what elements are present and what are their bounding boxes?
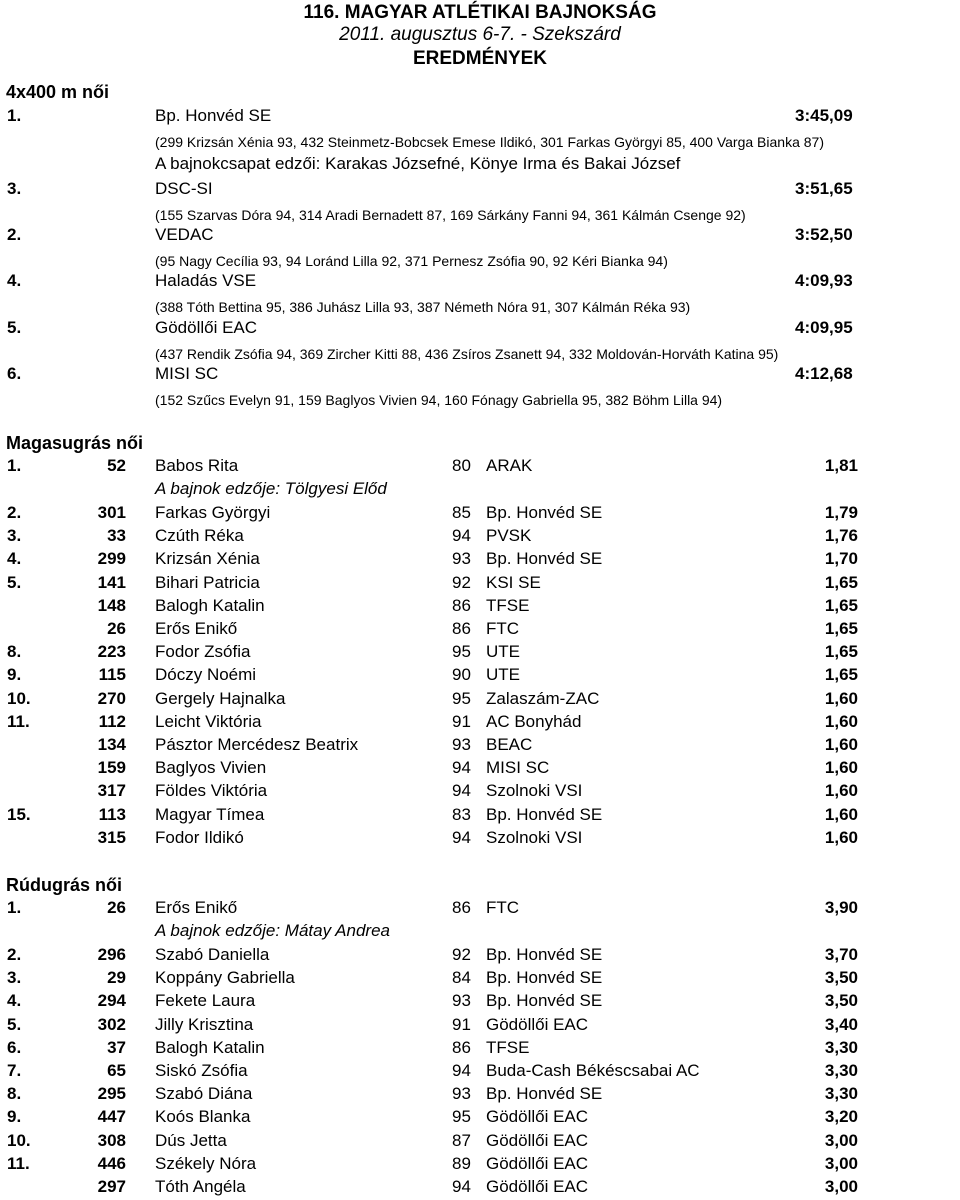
athlete-name: Dóczy Noémi — [155, 665, 257, 685]
club-name: Buda-Cash Békéscsabai AC — [486, 1061, 700, 1080]
club-name: Szolnoki VSI — [486, 827, 583, 847]
result-mark: 3,90 — [824, 898, 858, 917]
result-row — [0, 619, 960, 642]
rank: 11. — [7, 711, 30, 731]
birth-year: 95 — [452, 688, 471, 708]
relay-result-row — [0, 225, 960, 248]
result-row — [0, 1061, 960, 1084]
bib-number: 317 — [97, 781, 126, 801]
rank: 9. — [7, 1107, 22, 1127]
club-name: AC Bonyhád — [486, 711, 582, 731]
rank: 6. — [7, 1037, 22, 1057]
team-name: DSC-SI — [155, 179, 213, 198]
result-row — [0, 642, 960, 665]
club-name: Gödöllői EAC — [486, 1153, 589, 1173]
athlete-name: Siskó Zsófia — [155, 1061, 248, 1080]
bib-number: 159 — [97, 758, 126, 778]
athlete-name: Fodor Zsófia — [155, 642, 251, 662]
relay-result-row — [0, 364, 960, 387]
bib-number: 65 — [107, 1061, 126, 1080]
club-name: Bp. Honvéd SE — [486, 991, 603, 1011]
club-name: Gödöllői EAC — [486, 1130, 589, 1150]
bib-number: 315 — [97, 827, 126, 847]
result-mark: 1,60 — [824, 758, 858, 778]
result-mark: 3,00 — [824, 1130, 858, 1150]
rank: 4. — [7, 271, 22, 290]
result-row — [0, 689, 960, 712]
bib-number: 134 — [97, 735, 126, 754]
result-mark: 1,60 — [824, 688, 858, 708]
rank: 9. — [7, 665, 22, 685]
result-row — [0, 828, 960, 851]
athlete-name: Szabó Daniella — [155, 945, 270, 964]
rank: 4. — [7, 549, 22, 569]
result-row — [0, 991, 960, 1014]
birth-year: 94 — [452, 781, 471, 801]
birth-year: 86 — [452, 898, 471, 917]
bib-number: 141 — [97, 572, 126, 592]
athlete-name: Földes Viktória — [155, 781, 268, 801]
athlete-name: Farkas Györgyi — [155, 503, 271, 522]
result-row — [0, 781, 960, 804]
team-name: VEDAC — [155, 225, 214, 244]
athlete-name: Dús Jetta — [155, 1130, 227, 1150]
result-row — [0, 1107, 960, 1130]
athlete-name: Krizsán Xénia — [155, 549, 260, 569]
club-name: Gödöllői EAC — [486, 1177, 589, 1196]
result-row — [0, 758, 960, 781]
club-name: UTE — [486, 665, 520, 685]
bib-number: 294 — [97, 991, 126, 1011]
rank: 3. — [7, 179, 22, 198]
rank: 2. — [7, 945, 22, 964]
club-name: KSI SE — [486, 572, 541, 592]
bib-number: 29 — [107, 968, 126, 988]
athlete-name: Erős Enikő — [155, 898, 238, 917]
result-row — [0, 735, 960, 758]
bib-number: 301 — [97, 503, 126, 522]
relay-members: (95 Nagy Cecília 93, 94 Loránd Lilla 92, 371 Pernesz Zsófia 90, 92 Kéri Bianka 94) — [155, 253, 668, 269]
club-name: Bp. Honvéd SE — [486, 503, 603, 522]
birth-year: 93 — [452, 1084, 471, 1104]
birth-year: 94 — [452, 1177, 471, 1196]
rank: 8. — [7, 1084, 22, 1104]
result-mark: 3,30 — [824, 1037, 858, 1057]
result-mark: 1,70 — [824, 549, 858, 569]
bib-number: 302 — [97, 1014, 126, 1034]
athlete-name: Fekete Laura — [155, 991, 256, 1011]
club-name: Bp. Honvéd SE — [486, 968, 603, 988]
result-row — [0, 596, 960, 619]
club-name: Bp. Honvéd SE — [486, 804, 603, 824]
club-name: UTE — [486, 642, 520, 662]
birth-year: 93 — [452, 991, 471, 1011]
result-mark: 1,60 — [824, 711, 858, 731]
athlete-name: Tóth Angéla — [155, 1177, 246, 1196]
relay-members: (437 Rendik Zsófia 94, 369 Zircher Kitti 88, 436 Zsíros Zsanett 94, 332 Moldován-Horváth Katina 95) — [155, 346, 779, 362]
result-mark: 3,20 — [824, 1107, 858, 1127]
result-row — [0, 1084, 960, 1107]
birth-year: 94 — [452, 758, 471, 778]
club-name: MISI SC — [486, 758, 550, 778]
athlete-name: Koós Blanka — [155, 1107, 251, 1127]
athlete-name: Székely Nóra — [155, 1153, 257, 1173]
result-row — [0, 526, 960, 549]
highjump-coach: A bajnok edzője: Tölgyesi Előd — [155, 479, 387, 498]
birth-year: 87 — [452, 1130, 471, 1150]
result-row — [0, 968, 960, 991]
athlete-name: Fodor Ildikó — [155, 827, 244, 847]
rank: 15. — [7, 804, 31, 824]
relay-coaches: A bajnokcsapat edzői: Karakas Józsefné, Könye Irma és Bakai József — [155, 154, 681, 173]
athlete-name: Babos Rita — [155, 456, 239, 475]
bib-number: 26 — [107, 619, 126, 638]
club-name: TFSE — [486, 595, 530, 615]
bib-number: 112 — [98, 711, 126, 731]
rank: 5. — [7, 318, 22, 337]
bib-number: 297 — [97, 1177, 126, 1196]
birth-year: 84 — [452, 968, 471, 988]
rank: 6. — [7, 364, 22, 383]
club-name: Gödöllői EAC — [486, 1107, 589, 1127]
club-name: Zalaszám-ZAC — [486, 688, 600, 708]
result-row — [0, 456, 960, 479]
result-mark: 1,65 — [824, 572, 858, 592]
result-row — [0, 549, 960, 572]
club-name: Bp. Honvéd SE — [486, 945, 603, 964]
rank: 7. — [7, 1061, 22, 1080]
section-title-polevault: Rúdugrás női — [6, 875, 122, 895]
result-mark: 1,65 — [824, 665, 858, 685]
section-title-highjump: Magasugrás női — [6, 433, 144, 453]
result-mark: 1,81 — [824, 456, 858, 475]
result-row — [0, 712, 960, 735]
club-name: TFSE — [486, 1037, 530, 1057]
birth-year: 94 — [452, 1061, 471, 1080]
athlete-name: Balogh Katalin — [155, 1037, 265, 1057]
relay-members: (388 Tóth Bettina 95, 386 Juhász Lilla 93, 387 Németh Nóra 91, 307 Kálmán Réka 93) — [155, 299, 691, 315]
result-time: 3:52,50 — [795, 225, 853, 244]
team-name: MISI SC — [155, 364, 219, 383]
bib-number: 33 — [107, 526, 126, 546]
result-mark: 1,65 — [824, 642, 858, 662]
bib-number: 37 — [107, 1037, 126, 1057]
athlete-name: Pásztor Mercédesz Beatrix — [155, 735, 359, 754]
result-row — [0, 1015, 960, 1038]
birth-year: 89 — [452, 1153, 471, 1173]
birth-year: 85 — [452, 503, 471, 522]
event-date-location: 2011. augusztus 6-7. - Szekszárd — [339, 24, 621, 45]
birth-year: 90 — [452, 665, 471, 685]
birth-year: 80 — [452, 456, 471, 475]
athlete-name: Erős Enikő — [155, 619, 238, 638]
bib-number: 26 — [107, 898, 126, 917]
team-name: Haladás VSE — [155, 271, 257, 290]
athlete-name: Koppány Gabriella — [155, 968, 295, 988]
birth-year: 95 — [452, 1107, 471, 1127]
results-heading: EREDMÉNYEK — [412, 48, 548, 69]
birth-year: 91 — [452, 1014, 471, 1034]
result-row — [0, 503, 960, 526]
relay-members: (152 Szűcs Evelyn 91, 159 Baglyos Vivien 94, 160 Fónagy Gabriella 95, 382 Böhm Lilla 94) — [155, 392, 723, 408]
athlete-name: Magyar Tímea — [155, 804, 265, 824]
club-name: BEAC — [486, 735, 533, 754]
club-name: Szolnoki VSI — [486, 781, 583, 801]
athlete-name: Czúth Réka — [155, 526, 244, 546]
bib-number: 295 — [97, 1084, 126, 1104]
club-name: PVSK — [486, 526, 532, 546]
rank: 10. — [7, 1130, 31, 1150]
birth-year: 86 — [452, 595, 471, 615]
result-mark: 1,60 — [824, 827, 858, 847]
result-mark: 1,76 — [824, 526, 858, 546]
relay-result-row — [0, 179, 960, 202]
result-time: 4:09,93 — [795, 271, 853, 290]
rank: 3. — [7, 526, 22, 546]
birth-year: 95 — [452, 642, 471, 662]
club-name: Gödöllői EAC — [486, 1014, 589, 1034]
rank: 8. — [7, 642, 22, 662]
rank: 2. — [7, 503, 22, 522]
result-time: 3:45,09 — [795, 106, 853, 125]
birth-year: 92 — [452, 572, 471, 592]
relay-result-row — [0, 271, 960, 294]
athlete-name: Leicht Viktória — [155, 711, 262, 731]
club-name: ARAK — [486, 456, 533, 475]
result-mark: 1,60 — [824, 735, 858, 754]
result-mark: 1,65 — [824, 619, 858, 638]
athlete-name: Szabó Diána — [155, 1084, 253, 1104]
rank: 1. — [7, 106, 22, 125]
result-time: 4:12,68 — [795, 364, 853, 383]
relay-members: (155 Szarvas Dóra 94, 314 Aradi Bernadett 87, 169 Sárkány Fanni 94, 361 Kálmán Csenge 92) — [155, 207, 746, 223]
page-title: 116. MAGYAR ATLÉTIKAI BAJNOKSÁG — [303, 2, 657, 23]
club-name: Bp. Honvéd SE — [486, 549, 603, 569]
athlete-name: Jilly Krisztina — [155, 1014, 254, 1034]
club-name: Bp. Honvéd SE — [486, 1084, 603, 1104]
bib-number: 148 — [97, 595, 126, 615]
club-name: FTC — [486, 898, 520, 917]
rank: 5. — [7, 572, 22, 592]
bib-number: 447 — [97, 1107, 126, 1127]
result-mark: 3,70 — [824, 945, 858, 964]
birth-year: 94 — [452, 827, 471, 847]
result-row — [0, 1177, 960, 1200]
result-row — [0, 665, 960, 688]
birth-year: 86 — [452, 619, 471, 638]
relay-result-row — [0, 318, 960, 341]
section-title-relay: 4x400 m női — [6, 82, 110, 102]
rank: 1. — [7, 456, 22, 475]
result-mark: 1,79 — [824, 503, 858, 522]
result-row — [0, 1154, 960, 1177]
rank: 10. — [7, 688, 31, 708]
relay-members: (299 Krizsán Xénia 93, 432 Steinmetz-Bobcsek Emese Ildikó, 301 Farkas Györgyi 85, 400 Varga Bianka 87) — [155, 134, 824, 150]
bib-number: 299 — [97, 549, 126, 569]
bib-number: 115 — [98, 665, 126, 685]
relay-result-row — [0, 106, 960, 129]
bib-number: 296 — [97, 945, 126, 964]
result-mark: 3,00 — [824, 1177, 858, 1196]
athlete-name: Balogh Katalin — [155, 595, 265, 615]
rank: 2. — [7, 225, 22, 244]
team-name: Gödöllői EAC — [155, 318, 258, 337]
result-time: 3:51,65 — [795, 179, 853, 198]
rank: 5. — [7, 1014, 22, 1034]
result-row — [0, 573, 960, 596]
birth-year: 86 — [452, 1037, 471, 1057]
result-mark: 3,30 — [824, 1061, 858, 1080]
rank: 11. — [7, 1153, 30, 1173]
team-name: Bp. Honvéd SE — [155, 106, 272, 125]
result-row — [0, 945, 960, 968]
athlete-name: Bihari Patricia — [155, 572, 260, 592]
result-mark: 1,60 — [824, 804, 858, 824]
result-row — [0, 1131, 960, 1154]
birth-year: 93 — [452, 549, 471, 569]
result-mark: 3,50 — [824, 968, 858, 988]
athlete-name: Baglyos Vivien — [155, 758, 267, 778]
result-row — [0, 805, 960, 828]
result-mark: 3,00 — [824, 1153, 858, 1173]
rank: 1. — [7, 898, 22, 917]
bib-number: 52 — [107, 456, 126, 475]
club-name: FTC — [486, 619, 520, 638]
result-time: 4:09,95 — [795, 318, 853, 337]
rank: 4. — [7, 991, 22, 1011]
result-mark: 3,50 — [824, 991, 858, 1011]
bib-number: 113 — [98, 804, 126, 824]
result-mark: 1,60 — [824, 781, 858, 801]
result-mark: 3,40 — [824, 1014, 858, 1034]
rank: 3. — [7, 968, 22, 988]
result-mark: 1,65 — [824, 595, 858, 615]
birth-year: 91 — [452, 711, 471, 731]
athlete-name: Gergely Hajnalka — [155, 688, 286, 708]
polevault-coach: A bajnok edzője: Mátay Andrea — [155, 921, 390, 940]
bib-number: 223 — [97, 642, 126, 662]
result-row — [0, 898, 960, 921]
birth-year: 94 — [452, 526, 471, 546]
birth-year: 83 — [452, 804, 471, 824]
birth-year: 93 — [452, 735, 471, 754]
bib-number: 308 — [97, 1130, 126, 1150]
birth-year: 92 — [452, 945, 471, 964]
bib-number: 446 — [97, 1153, 126, 1173]
result-mark: 3,30 — [824, 1084, 858, 1104]
result-row — [0, 1038, 960, 1061]
bib-number: 270 — [97, 688, 126, 708]
